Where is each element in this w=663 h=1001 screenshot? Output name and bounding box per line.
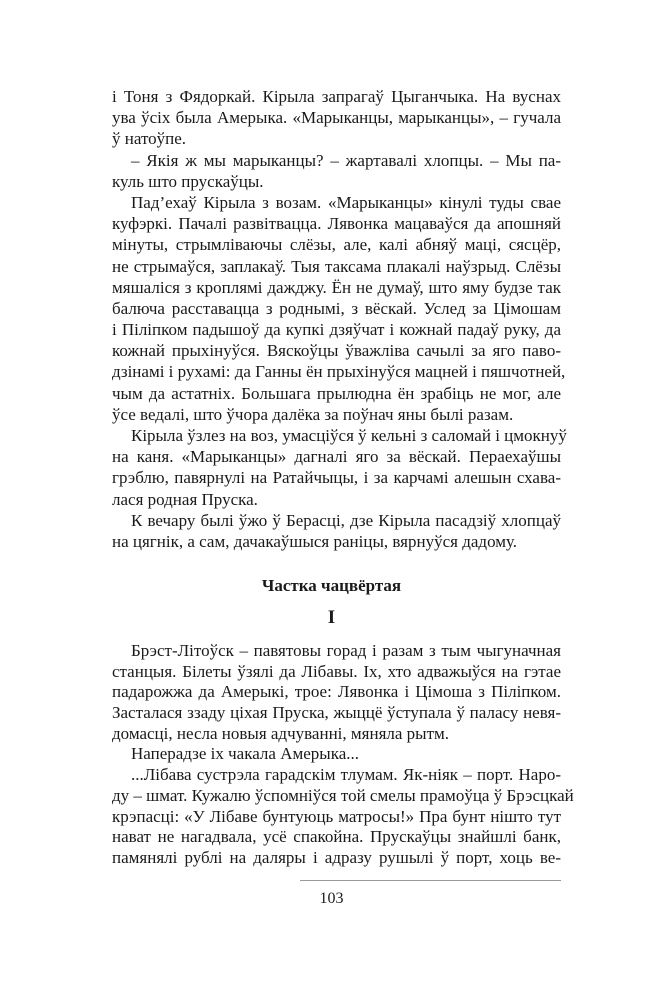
text-line: на каня. «Марыканцы» дагналі яго за вёскай. Пераехаўшы: [112, 447, 561, 467]
text-line: куфэркі. Пачалі развітвацца. Лявонка мацаваўся да апошняй: [112, 214, 561, 234]
text-line: куль што прускаўцы.: [112, 171, 264, 191]
text-line: лася родная Пруска.: [112, 489, 258, 509]
text-line: балюча расставацца з роднымі, з вёскай. Услед за Цімошам: [112, 298, 561, 318]
footer-divider: [300, 880, 561, 881]
text-line: ўсе ведалі, што ўчора далёка за поўнач яны былі разам.: [112, 404, 514, 424]
text-line: Пад’ехаў Кірыла з возам. «Марыканцы» кінулі туды свае: [131, 192, 561, 212]
text-line: не стрымаўся, заплакаў. Тыя таксама плакалі наўзрыд. Слёзы: [112, 256, 561, 276]
text-line: Наперадзе іх чакала Амерыка...: [131, 744, 359, 764]
text-line: ува ўсіх была Амерыка. «Марыканцы, марыканцы», – гучала: [112, 108, 561, 128]
text-line: станцыя. Білеты ўзялі да Лібавы. Іх, хто адважыўся на гэтае: [112, 661, 561, 681]
text-line: крэпасці: «У Лібаве бунтуюць матросы!» Пра бунт нішто тут: [112, 806, 561, 826]
text-line: Кірыла ўзлез на воз, умасціўся ў кельні з саломай і цмокнуў: [131, 426, 567, 445]
part-title: Частка чацвёртая: [261, 576, 402, 595]
text-line: і Піліпком падышоў да купкі дзяўчат і кожнай падаў руку, да: [112, 320, 561, 340]
text-line: ду – шмат. Кужалю ўспомніўся той смелы прамоўца ў Брэсцкай: [112, 785, 574, 805]
text-line: ...Лібава сустрэла гарадскім тлумам. Як-ніяк – порт. Наро-: [131, 765, 561, 785]
page-number: 103: [319, 890, 344, 907]
text-line: падарожжа да Амерыкі, трое: Лявонка і Цімоша з Піліпком.: [112, 682, 561, 702]
text-line: – Якія ж мы марыканцы? – жартавалі хлопцы. – Мы па-: [131, 150, 561, 170]
text-line: памянялі рублі на даляры і адразу рушылі ў порт, хоць ве-: [112, 847, 561, 867]
text-line: мяшаліся з кроплямі дажджу. Ён не думаў, што яму будзе так: [112, 277, 561, 297]
text-line: ў натоўпе.: [112, 129, 187, 149]
body-text-section-1: [112, 86, 567, 552]
text-line: мінуты, стрымліваючы слёзы, але, калі абняў маці, сясцёр,: [112, 235, 561, 255]
text-line: дзінамі і рухамі: да Ганны ён прыхінуўся мацней і пяшчотней,: [112, 362, 566, 382]
chapter-number: I: [327, 607, 336, 628]
text-line: Брэст-Літоўск – павятовы горад і разам з тым чыгуначная: [131, 641, 561, 660]
text-line: К вечару былі ўжо ў Берасці, дзе Кірыла пасадзіў хлопцаў: [131, 510, 561, 530]
text-line: чым да астатніх. Большага прылюдна ён зрабіць не мог, але: [112, 383, 561, 403]
text-line: домасці, несла новыя адчуванні, мяняла рытм.: [112, 723, 450, 743]
text-line: кожнай прыхінуўся. Вяскоўцы ўважліва сачылі за яго паво-: [112, 341, 561, 361]
text-line: і Тоня з Фядоркай. Кірыла запрагаў Цыганчыка. На вуснах: [112, 87, 561, 106]
text-line: нават не нагадвала, усё спакойна. Прускаўцы знайшлі банк,: [112, 827, 561, 847]
body-text-section-2: [112, 641, 574, 869]
text-line: грэблю, павярнулі на Ратайчыцы, і за карчамі алешын схава-: [112, 468, 561, 488]
text-line: на цягнік, а сам, дачакаўшыся раніцы, вярнуўся дадому.: [112, 531, 518, 551]
text-line: Засталася ззаду ціхая Пруска, жыццё ўступала ў паласу невя-: [112, 703, 561, 723]
